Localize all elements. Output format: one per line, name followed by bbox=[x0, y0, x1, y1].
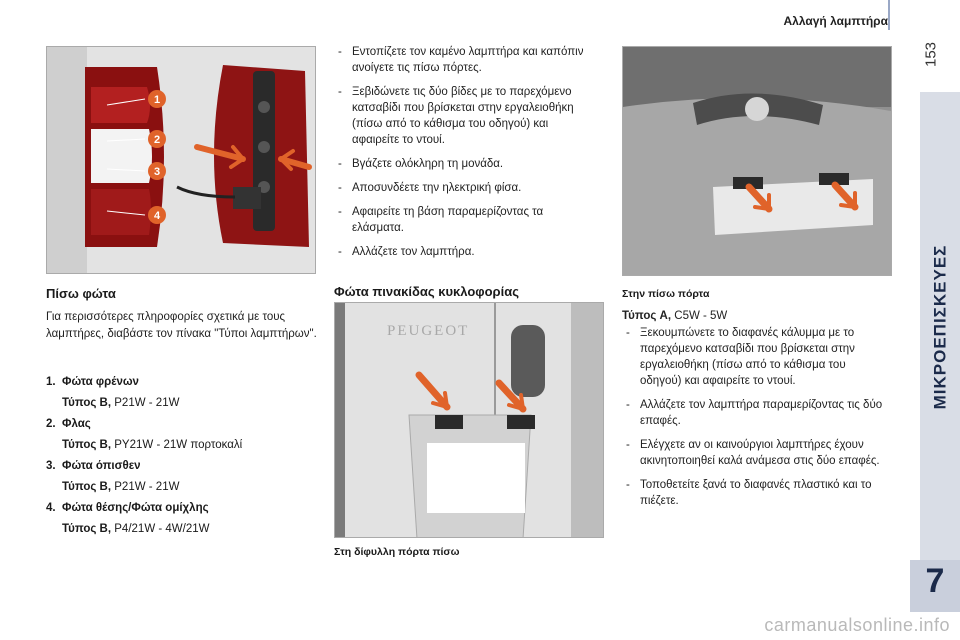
lamp-name: Φλας bbox=[62, 418, 91, 430]
door-brand-text: PEUGEOT bbox=[387, 323, 470, 339]
lamp-list bbox=[46, 376, 316, 544]
tailgate-type bbox=[622, 308, 892, 325]
lamp-type: Τύπος B, PY21W - 21W πορτοκαλί bbox=[62, 439, 243, 451]
lamp-type: Τύπος B, P21W - 21W bbox=[62, 397, 180, 409]
tailgate-steps bbox=[622, 325, 890, 517]
rear-lights-intro: Για περισσότερες πληροφορίες σχετικά με τους λαμπτήρες, διαβάστε τον πίνακα "Τύποι λαμπτήρων". bbox=[46, 311, 317, 340]
header-divider bbox=[888, 0, 890, 30]
svg-text:1: 1 bbox=[153, 94, 161, 106]
rear-lights-heading: Πίσω φώτα bbox=[46, 286, 116, 301]
step-item: - Βγάζετε ολόκληρη τη μονάδα. bbox=[334, 156, 596, 172]
removal-steps bbox=[334, 44, 596, 268]
page-number: 153 bbox=[922, 41, 940, 68]
lamp-item: 1. Φώτα φρένων Τύπος B, P21W - 21W bbox=[46, 376, 316, 409]
chapter-number: 7 bbox=[925, 562, 945, 600]
watermark-text: carmanualsonline.info bbox=[764, 615, 950, 635]
tailgate-caption: Στην πίσω πόρτα bbox=[622, 288, 710, 300]
lamp-name: Φώτα θέσης/Φώτα ομίχλης bbox=[62, 502, 209, 514]
rear-light-photo bbox=[46, 46, 316, 274]
step-item: - Αφαιρείτε τη βάση παραμερίζοντας τα ελάσματα. bbox=[334, 204, 596, 236]
step-item: - Ελέγχετε αν οι καινούργιοι λαμπτήρες έχουν ακινητοποιηθεί καλά ανάμεσα στις δύο επαφές. bbox=[622, 437, 890, 469]
step-item: - Τοποθετείτε ξανά το διαφανές πλαστικό και το πιέζετε. bbox=[622, 477, 890, 509]
tailgate-illustration bbox=[623, 47, 891, 275]
lamp-name: Φώτα φρένων bbox=[62, 376, 139, 388]
step-item: - Αλλάζετε τον λαμπτήρα. bbox=[334, 244, 596, 260]
svg-text:3: 3 bbox=[153, 166, 161, 178]
tailgate-type-label: Τύπος A, bbox=[622, 310, 672, 322]
double-door-caption: Στη δίφυλλη πόρτα πίσω bbox=[334, 546, 460, 558]
chapter-title: ΜΙΚΡΟΕΠΙΣΚΕΥΕΣ bbox=[930, 244, 950, 410]
lamp-item: 4. Φώτα θέσης/Φώτα ομίχλης Τύπος B, P4/21W - 4W/21W bbox=[46, 502, 316, 535]
chapter-side-label bbox=[920, 92, 960, 562]
lamp-name: Φώτα όπισθεν bbox=[62, 460, 141, 472]
lamp-item: 2. Φλας Τύπος B, PY21W - 21W πορτοκαλί bbox=[46, 418, 316, 451]
svg-text:4: 4 bbox=[153, 210, 161, 222]
double-door-illustration bbox=[335, 303, 603, 537]
step-item: - Εντοπίζετε τον καμένο λαμπτήρα και καπόπιν ανοίγετε τις πίσω πόρτες. bbox=[334, 44, 596, 76]
step-item: - Ξεβιδώνετε τις δύο βίδες με το παρεχόμενο κατσαβίδι που βρίσκεται στην εργαλειοθήκη (πίσω από το κάθισμα του οδηγού) και αφαιρείτε το ντουί. bbox=[334, 84, 596, 148]
page-header-title: Αλλαγή λαμπτήρα bbox=[783, 14, 888, 28]
lamp-type: Τύπος B, P4/21W - 4W/21W bbox=[62, 523, 210, 535]
step-item: - Αλλάζετε τον λαμπτήρα παραμερίζοντας τις δύο επαφές. bbox=[622, 397, 890, 429]
rear-light-illustration bbox=[47, 47, 315, 273]
double-door-photo bbox=[334, 302, 604, 538]
tailgate-type-value: C5W - 5W bbox=[674, 310, 728, 322]
lamp-type: Τύπος B, P21W - 21W bbox=[62, 481, 180, 493]
tailgate-photo bbox=[622, 46, 892, 276]
step-item: - Αποσυνδέετε την ηλεκτρική φίσα. bbox=[334, 180, 596, 196]
lamp-item: 3. Φώτα όπισθεν Τύπος B, P21W - 21W bbox=[46, 460, 316, 493]
svg-text:2: 2 bbox=[153, 134, 161, 146]
plate-lights-heading: Φώτα πινακίδας κυκλοφορίας bbox=[334, 284, 519, 299]
step-item: - Ξεκουμπώνετε το διαφανές κάλυμμα με το παρεχόμενο κατσαβίδι που βρίσκεται στην εργαλειοθήκη (πίσω από το κάθισμα του οδηγού) και αφαιρείτε το ντουί. bbox=[622, 325, 890, 389]
